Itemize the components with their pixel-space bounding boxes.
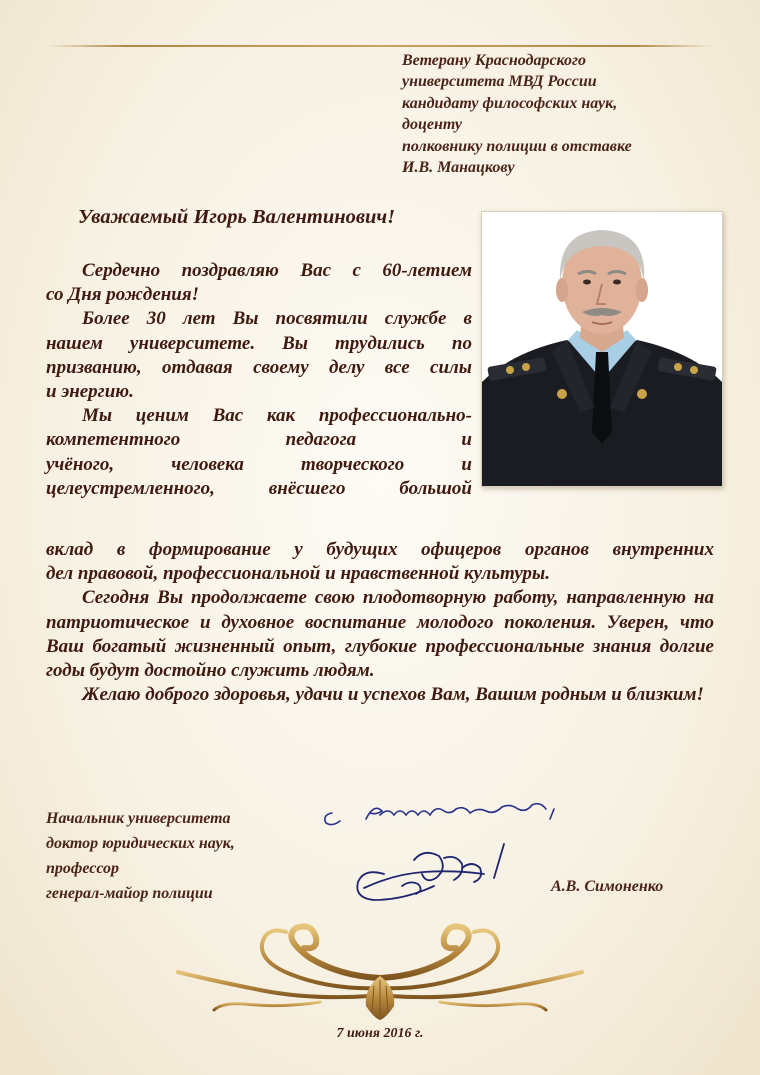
signer-line: доктор юридических наук,: [46, 835, 235, 852]
portrait-photo-icon: [482, 212, 722, 486]
signer-line: генерал-майор полиции: [46, 885, 213, 902]
gold-flourish-ornament: [170, 918, 590, 1028]
signature-icon: [344, 838, 524, 913]
recipient-line: Ветерану Краснодарского: [402, 52, 586, 69]
body-paragraph: Сегодня Вы продолжаете свою плодотворную работу, направленную на патриотическое и духовное воспитание молодого поколения. Уверен, что Ваш богатый жизненный опыт, глубокие профессиональные знания долгие годы будут достойно служить людям.: [46, 587, 714, 682]
top-gold-rule: [45, 45, 715, 47]
signer-line: Начальник университета: [46, 810, 231, 827]
body-line: со Дня рождения!: [46, 284, 200, 306]
signer-name: А.В. Симоненко: [551, 878, 664, 895]
body-line: и энергию.: [46, 381, 134, 403]
handwritten-regards: [318, 785, 563, 835]
portrait-photo: [481, 211, 723, 487]
recipient-line: кандидату философских наук,: [402, 94, 618, 112]
recipient-line: И.В. Манацкову: [402, 159, 515, 177]
body-line: целеустремленного, внёсшего большой: [46, 477, 472, 499]
body-line: вклад в формирование у будущих офицеров органов внутренних: [46, 539, 714, 560]
body-line: нашем университете. Вы трудились по: [46, 332, 472, 354]
body-line: учёного, человека творческого и: [46, 453, 472, 475]
body-line: Мы ценим Вас как профессионально-: [82, 405, 472, 427]
body-line: Сердечно поздравляю Вас с 60-летием: [82, 260, 472, 281]
recipient-line: полковнику полиции в отставке: [402, 137, 632, 155]
body-line: Более 30 лет Вы посвятили службе в: [82, 308, 472, 330]
handwriting-icon: [318, 785, 563, 830]
ornament-icon: [170, 918, 590, 1023]
recipient-address-block: [402, 50, 732, 178]
recipient-line: университета МВД России: [402, 73, 597, 91]
body-line: призванию, отдавая своему делу все силы: [46, 356, 472, 378]
signer-title-block: [46, 806, 235, 906]
signer-line: профессор: [46, 860, 120, 877]
letter-body-lower: [46, 538, 714, 707]
handwritten-signature: [344, 838, 524, 918]
letter-date: 7 июня 2016 г.: [336, 1026, 424, 1041]
letter-body-upper: [46, 259, 472, 501]
body-paragraph: Желаю доброго здоровья, удачи и успехов Вам, Вашим родным и близким!: [82, 684, 704, 706]
greeting-heading: Уважаемый Игорь Валентинович!: [78, 206, 396, 228]
recipient-line: доценту: [402, 116, 462, 134]
body-line: компетентного педагога и: [46, 429, 472, 451]
body-line: дел правовой, профессиональной и нравственной культуры.: [46, 563, 550, 585]
